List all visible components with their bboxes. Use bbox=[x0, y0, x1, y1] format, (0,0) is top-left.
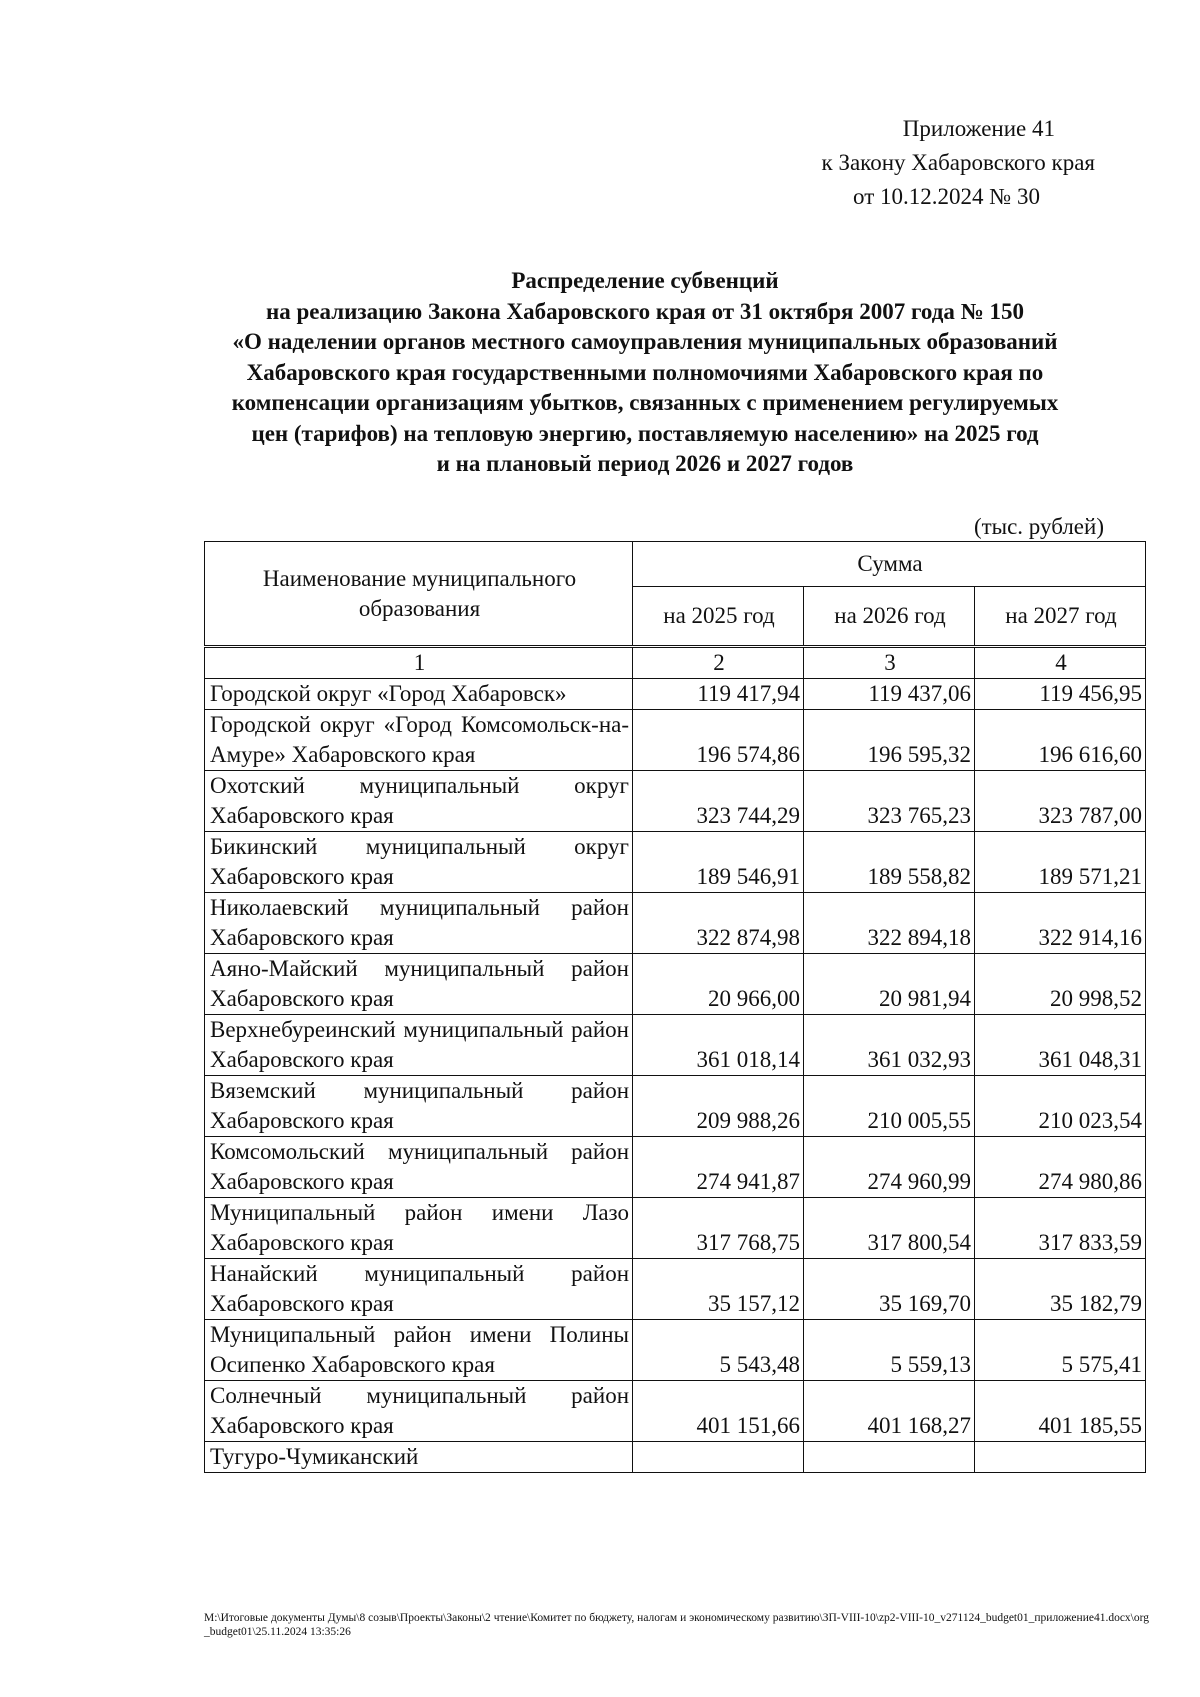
table-row bbox=[205, 1015, 1146, 1076]
header-year-2025: на 2025 год bbox=[633, 587, 804, 647]
amount-2026 bbox=[803, 1442, 974, 1473]
table-header-row bbox=[205, 542, 1146, 587]
amount-2027: 5 575,41 bbox=[974, 1320, 1145, 1381]
municipality-name: Вяземский муниципальный район Хабаровского края bbox=[205, 1076, 633, 1137]
municipality-name: Тугуро-Чумиканский bbox=[205, 1442, 633, 1473]
column-number: 2 bbox=[633, 647, 804, 679]
amount-2025 bbox=[633, 1442, 804, 1473]
table-row bbox=[205, 954, 1146, 1015]
header-municipality: Наименование муниципального образования bbox=[205, 542, 633, 647]
amount-2026: 35 169,70 bbox=[803, 1259, 974, 1320]
amount-2027 bbox=[974, 1442, 1145, 1473]
amount-2027: 119 456,95 bbox=[974, 679, 1145, 710]
header-sum: Сумма bbox=[633, 542, 1146, 587]
municipality-name: Нанайский муниципальный район Хабаровского края bbox=[205, 1259, 633, 1320]
amount-2026: 401 168,27 bbox=[803, 1381, 974, 1442]
table-row bbox=[205, 1320, 1146, 1381]
table-row bbox=[205, 1381, 1146, 1442]
appendix-law: к Закону Хабаровского края bbox=[821, 150, 1095, 175]
table-row bbox=[205, 1198, 1146, 1259]
column-number: 4 bbox=[974, 647, 1145, 679]
title-line: Хабаровского края государственными полномочиями Хабаровского края по bbox=[246, 359, 1044, 385]
title-line: компенсации организациям убытков, связанных с применением регулируемых bbox=[231, 390, 1059, 415]
units-label: (тыс. рублей) bbox=[973, 514, 1104, 539]
amount-2026: 323 765,23 bbox=[803, 771, 974, 832]
column-number: 3 bbox=[803, 647, 974, 679]
municipality-name: Городской округ «Город Комсомольск-на-Амуре» Хабаровского края bbox=[205, 710, 633, 771]
table-row bbox=[205, 1137, 1146, 1198]
amount-2026: 210 005,55 bbox=[803, 1076, 974, 1137]
table-row bbox=[205, 1076, 1146, 1137]
title-line: «О наделении органов местного самоуправления муниципальных образований bbox=[232, 329, 1058, 354]
amount-2026: 317 800,54 bbox=[803, 1198, 974, 1259]
amount-2026: 361 032,93 bbox=[803, 1015, 974, 1076]
amount-2026: 196 595,32 bbox=[803, 710, 974, 771]
table-row bbox=[205, 679, 1146, 710]
amount-2027: 361 048,31 bbox=[974, 1015, 1145, 1076]
municipality-name: Солнечный муниципальный район Хабаровского края bbox=[205, 1381, 633, 1442]
table-row bbox=[205, 1259, 1146, 1320]
amount-2027: 401 185,55 bbox=[974, 1381, 1145, 1442]
amount-2026: 189 558,82 bbox=[803, 832, 974, 893]
amount-2025: 35 157,12 bbox=[633, 1259, 804, 1320]
municipality-name: Комсомольский муниципальный район Хабаровского края bbox=[205, 1137, 633, 1198]
table-row bbox=[205, 1442, 1146, 1473]
amount-2025: 401 151,66 bbox=[633, 1381, 804, 1442]
amount-2027: 35 182,79 bbox=[974, 1259, 1145, 1320]
table-row bbox=[205, 710, 1146, 771]
amount-2027: 20 998,52 bbox=[974, 954, 1145, 1015]
amount-2026: 5 559,13 bbox=[803, 1320, 974, 1381]
table-row bbox=[205, 771, 1146, 832]
amount-2027: 274 980,86 bbox=[974, 1137, 1145, 1198]
municipality-name: Бикинский муниципальный округ Хабаровского края bbox=[205, 832, 633, 893]
amount-2025: 5 543,48 bbox=[633, 1320, 804, 1381]
appendix-date: от 10.12.2024 № 30 bbox=[853, 184, 1040, 209]
file-path-footer: M:\Итоговые документы Думы\8 созыв\Проекты\Законы\2 чтение\Комитет по бюджету, налогам и экономическому развитию\ЗП-VIII-10\zp2-VIII-10_v271124_budget01_приложение41.docx\org_budget01\25.11.2024 13:35:26 bbox=[204, 1612, 1149, 1638]
amount-2025: 189 546,91 bbox=[633, 832, 804, 893]
amount-2025: 322 874,98 bbox=[633, 893, 804, 954]
municipality-name: Аяно-Майский муниципальный район Хабаровского края bbox=[205, 954, 633, 1015]
amount-2025: 274 941,87 bbox=[633, 1137, 804, 1198]
table-row bbox=[205, 893, 1146, 954]
amount-2027: 210 023,54 bbox=[974, 1076, 1145, 1137]
amount-2026: 119 437,06 bbox=[803, 679, 974, 710]
table-row bbox=[205, 832, 1146, 893]
column-number-row bbox=[205, 647, 1146, 679]
amount-2025: 361 018,14 bbox=[633, 1015, 804, 1076]
amount-2027: 196 616,60 bbox=[974, 710, 1145, 771]
amount-2025: 119 417,94 bbox=[633, 679, 804, 710]
appendix-number: Приложение 41 bbox=[902, 116, 1055, 141]
appendix-reference bbox=[775, 112, 1095, 214]
column-number: 1 bbox=[205, 647, 633, 679]
amount-2026: 274 960,99 bbox=[803, 1137, 974, 1198]
amount-2026: 20 981,94 bbox=[803, 954, 974, 1015]
municipality-name: Николаевский муниципальный район Хабаровского края bbox=[205, 893, 633, 954]
municipality-name: Муниципальный район имени Лазо Хабаровского края bbox=[205, 1198, 633, 1259]
municipality-name: Городской округ «Город Хабаровск» bbox=[205, 679, 633, 710]
municipality-name: Охотский муниципальный округ Хабаровского края bbox=[205, 771, 633, 832]
amount-2026: 322 894,18 bbox=[803, 893, 974, 954]
amount-2027: 189 571,21 bbox=[974, 832, 1145, 893]
amount-2025: 209 988,26 bbox=[633, 1076, 804, 1137]
amount-2025: 196 574,86 bbox=[633, 710, 804, 771]
subsidy-table bbox=[204, 541, 1146, 1473]
title-line: и на плановый период 2026 и 2027 годов bbox=[436, 451, 854, 476]
document-title bbox=[190, 266, 1100, 480]
amount-2025: 20 966,00 bbox=[633, 954, 804, 1015]
title-line: на реализацию Закона Хабаровского края от 31 октября 2007 года № 150 bbox=[266, 298, 1024, 324]
title-line: Распределение субвенций bbox=[511, 268, 779, 293]
amount-2027: 317 833,59 bbox=[974, 1198, 1145, 1259]
municipality-name: Муниципальный район имени Полины Осипенко Хабаровского края bbox=[205, 1320, 633, 1381]
amount-2025: 323 744,29 bbox=[633, 771, 804, 832]
amount-2027: 323 787,00 bbox=[974, 771, 1145, 832]
municipality-name: Верхнебуреинский муниципальный район Хабаровского края bbox=[205, 1015, 633, 1076]
header-year-2026: на 2026 год bbox=[803, 587, 974, 647]
amount-2025: 317 768,75 bbox=[633, 1198, 804, 1259]
title-line: цен (тарифов) на тепловую энергию, поставляемую населению» на 2025 год bbox=[251, 420, 1039, 446]
amount-2027: 322 914,16 bbox=[974, 893, 1145, 954]
header-year-2027: на 2027 год bbox=[974, 587, 1145, 647]
